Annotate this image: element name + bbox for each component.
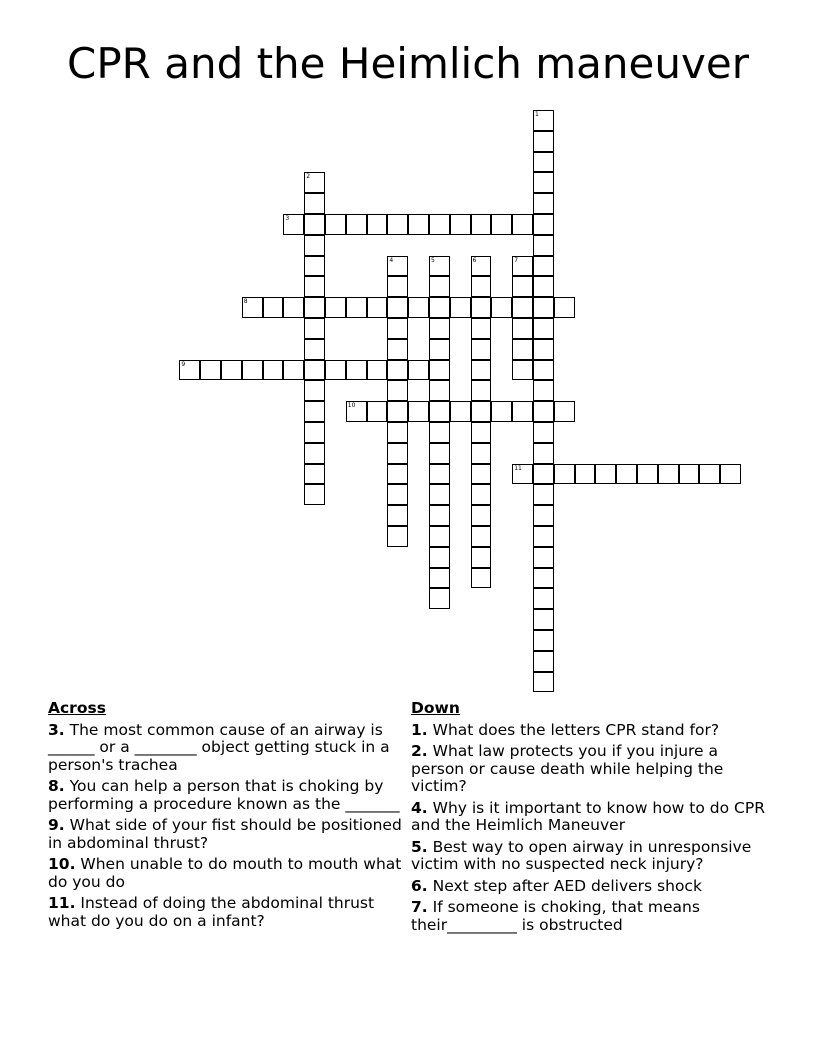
clue-number-label: 1 xyxy=(535,111,539,118)
grid-cell[interactable] xyxy=(408,214,429,235)
grid-cell[interactable] xyxy=(533,235,554,256)
grid-cell[interactable] xyxy=(429,588,450,609)
clue-text: Why is it important to know how to do CPR and the Heimlich Maneuver xyxy=(411,798,765,834)
grid-cell[interactable] xyxy=(533,630,554,651)
grid-cell[interactable] xyxy=(346,214,367,235)
grid-cell[interactable] xyxy=(304,235,325,256)
grid-cell[interactable] xyxy=(471,339,492,360)
grid-cell[interactable] xyxy=(471,276,492,297)
grid-cell[interactable] xyxy=(429,214,450,235)
grid-cell[interactable] xyxy=(387,401,408,422)
grid-cell[interactable] xyxy=(304,464,325,485)
grid-cell[interactable] xyxy=(533,484,554,505)
grid-cell[interactable] xyxy=(533,318,554,339)
grid-cell[interactable] xyxy=(471,547,492,568)
clue-down-2 xyxy=(411,743,771,796)
grid-cell[interactable] xyxy=(512,339,533,360)
grid-cell[interactable] xyxy=(346,297,367,318)
grid-cell[interactable] xyxy=(429,318,450,339)
grid-cell[interactable] xyxy=(429,568,450,589)
grid-cell[interactable] xyxy=(429,256,450,277)
grid-cell[interactable] xyxy=(471,484,492,505)
clue-number-label: 10 xyxy=(347,402,356,410)
clue-down-6 xyxy=(411,878,771,896)
grid-cell[interactable] xyxy=(533,568,554,589)
grid-cell[interactable] xyxy=(533,360,554,381)
grid-cell[interactable] xyxy=(512,256,533,277)
clue-number: 4. xyxy=(411,798,428,817)
grid-cell[interactable] xyxy=(429,339,450,360)
grid-cell[interactable] xyxy=(471,297,492,318)
grid-cell[interactable] xyxy=(346,401,367,422)
grid-cell[interactable] xyxy=(429,547,450,568)
grid-cell[interactable] xyxy=(471,214,492,235)
grid-cell[interactable] xyxy=(720,464,741,485)
grid-cell[interactable] xyxy=(408,401,429,422)
grid-cell[interactable] xyxy=(471,380,492,401)
grid-cell[interactable] xyxy=(616,464,637,485)
grid-cell[interactable] xyxy=(491,214,512,235)
grid-cell[interactable] xyxy=(533,297,554,318)
grid-cell[interactable] xyxy=(471,256,492,277)
grid-cell[interactable] xyxy=(304,360,325,381)
clue-text: When unable to do mouth to mouth what do you do xyxy=(48,855,402,891)
clue-text: If someone is choking, that means their_________ is obstructed xyxy=(411,898,700,934)
grid-cell[interactable] xyxy=(575,464,596,485)
grid-cell[interactable] xyxy=(304,401,325,422)
grid-cell[interactable] xyxy=(304,443,325,464)
grid-cell[interactable] xyxy=(325,214,346,235)
grid-cell[interactable] xyxy=(304,297,325,318)
grid-cell[interactable] xyxy=(533,172,554,193)
clue-down-5 xyxy=(411,839,771,874)
grid-cell[interactable] xyxy=(658,464,679,485)
grid-cell[interactable] xyxy=(387,214,408,235)
grid-cell[interactable] xyxy=(429,505,450,526)
grid-cell[interactable] xyxy=(533,547,554,568)
grid-cell[interactable] xyxy=(429,443,450,464)
grid-cell[interactable] xyxy=(304,214,325,235)
grid-cell[interactable] xyxy=(429,380,450,401)
grid-cell[interactable] xyxy=(408,360,429,381)
clue-number-label: 7 xyxy=(514,256,519,264)
grid-cell[interactable] xyxy=(263,297,284,318)
grid-cell[interactable] xyxy=(533,110,554,131)
grid-cell[interactable] xyxy=(283,214,304,235)
grid-cell[interactable] xyxy=(387,443,408,464)
clue-across-8 xyxy=(48,778,410,813)
grid-cell[interactable] xyxy=(387,464,408,485)
grid-cell[interactable] xyxy=(387,256,408,277)
clue-number-label: 9 xyxy=(181,360,186,368)
clue-number-label: 2 xyxy=(306,173,311,181)
across-heading: Across xyxy=(48,699,106,717)
grid-cell[interactable] xyxy=(699,464,720,485)
grid-cell[interactable] xyxy=(367,297,388,318)
grid-cell[interactable] xyxy=(512,464,533,485)
grid-cell[interactable] xyxy=(679,464,700,485)
clue-down-4 xyxy=(411,800,771,835)
grid-cell[interactable] xyxy=(471,422,492,443)
grid-cell[interactable] xyxy=(471,526,492,547)
grid-cell[interactable] xyxy=(533,588,554,609)
clue-across-10 xyxy=(48,856,410,891)
grid-cell[interactable] xyxy=(512,401,533,422)
grid-cell[interactable] xyxy=(429,422,450,443)
grid-cell[interactable] xyxy=(242,297,263,318)
grid-cell[interactable] xyxy=(429,360,450,381)
grid-cell[interactable] xyxy=(512,214,533,235)
grid-cell[interactable] xyxy=(304,276,325,297)
grid-cell[interactable] xyxy=(512,276,533,297)
grid-cell[interactable] xyxy=(533,505,554,526)
clue-text: What side of your fist should be positioned in abdominal thrust? xyxy=(48,816,402,852)
clue-number-label: 8 xyxy=(243,298,248,306)
grid-cell[interactable] xyxy=(200,360,221,381)
clue-number: 10. xyxy=(48,855,76,873)
down-clues xyxy=(411,700,771,938)
grid-cell[interactable] xyxy=(387,360,408,381)
clue-across-11 xyxy=(48,895,410,930)
grid-cell[interactable] xyxy=(304,193,325,214)
clue-text: Best way to open airway in unresponsive victim with no suspected neck injury? xyxy=(411,837,752,873)
grid-cell[interactable] xyxy=(533,401,554,422)
down-heading: Down xyxy=(411,699,460,717)
clue-number-label: 5 xyxy=(431,256,435,264)
clue-number-label: 6 xyxy=(472,256,477,264)
grid-cell[interactable] xyxy=(533,193,554,214)
grid-cell[interactable] xyxy=(533,256,554,277)
grid-cell[interactable] xyxy=(533,651,554,672)
grid-cell[interactable] xyxy=(471,443,492,464)
clue-number: 2. xyxy=(411,742,428,760)
clue-number: 7. xyxy=(411,898,428,916)
grid-cell[interactable] xyxy=(450,297,471,318)
grid-cell[interactable] xyxy=(242,360,263,381)
grid-cell[interactable] xyxy=(471,568,492,589)
grid-cell[interactable] xyxy=(304,256,325,277)
grid-cell[interactable] xyxy=(387,484,408,505)
grid-cell[interactable] xyxy=(346,360,367,381)
page-title: CPR and the Heimlich maneuver xyxy=(67,39,749,88)
grid-cell[interactable] xyxy=(533,422,554,443)
grid-cell[interactable] xyxy=(554,464,575,485)
grid-cell[interactable] xyxy=(491,401,512,422)
grid-cell[interactable] xyxy=(429,276,450,297)
grid-cell[interactable] xyxy=(512,297,533,318)
grid-cell[interactable] xyxy=(304,318,325,339)
clue-text: You can help a person that is choking by performing a procedure known as the _______ xyxy=(48,777,400,813)
grid-cell[interactable] xyxy=(387,339,408,360)
grid-cell[interactable] xyxy=(263,360,284,381)
clue-number: 1. xyxy=(411,720,428,739)
grid-cell[interactable] xyxy=(533,443,554,464)
clue-text: Instead of doing the abdominal thrust what do you do on a infant? xyxy=(48,894,375,930)
across-clues xyxy=(48,700,410,934)
grid-cell[interactable] xyxy=(554,297,575,318)
grid-cell[interactable] xyxy=(325,360,346,381)
grid-cell[interactable] xyxy=(283,360,304,381)
clue-number: 8. xyxy=(48,777,65,795)
clue-number: 9. xyxy=(48,816,65,834)
clue-down-1 xyxy=(411,722,771,740)
grid-cell[interactable] xyxy=(367,214,388,235)
clue-number-label: 4 xyxy=(389,256,394,264)
grid-cell[interactable] xyxy=(533,339,554,360)
grid-cell[interactable] xyxy=(304,380,325,401)
clue-number: 11. xyxy=(48,894,76,912)
grid-cell[interactable] xyxy=(471,360,492,381)
clue-number-label: 3 xyxy=(285,215,290,222)
grid-cell[interactable] xyxy=(491,297,512,318)
grid-cell[interactable] xyxy=(304,339,325,360)
grid-cell[interactable] xyxy=(533,152,554,173)
grid-cell[interactable] xyxy=(471,464,492,485)
grid-cell[interactable] xyxy=(387,505,408,526)
grid-cell[interactable] xyxy=(387,526,408,547)
grid-cell[interactable] xyxy=(637,464,658,485)
grid-cell[interactable] xyxy=(533,609,554,630)
grid-cell[interactable] xyxy=(429,297,450,318)
grid-cell[interactable] xyxy=(387,422,408,443)
grid-cell[interactable] xyxy=(533,526,554,547)
grid-cell[interactable] xyxy=(283,297,304,318)
grid-cell[interactable] xyxy=(533,131,554,152)
grid-cell[interactable] xyxy=(387,318,408,339)
grid-cell[interactable] xyxy=(387,276,408,297)
grid-cell[interactable] xyxy=(429,526,450,547)
grid-cell[interactable] xyxy=(595,464,616,485)
grid-cell[interactable] xyxy=(429,464,450,485)
grid-cell[interactable] xyxy=(387,380,408,401)
grid-cell[interactable] xyxy=(408,297,429,318)
grid-cell[interactable] xyxy=(367,360,388,381)
grid-cell[interactable] xyxy=(367,401,388,422)
grid-cell[interactable] xyxy=(512,360,533,381)
clue-text: What law protects you if you injure a person or cause death while helping the victim? xyxy=(411,742,724,795)
grid-cell[interactable] xyxy=(325,297,346,318)
grid-cell[interactable] xyxy=(533,672,554,693)
clue-text: The most common cause of an airway is ______ or a ________ object getting stuck in a person's trachea xyxy=(48,720,390,774)
grid-cell[interactable] xyxy=(179,360,200,381)
grid-cell[interactable] xyxy=(221,360,242,381)
grid-cell[interactable] xyxy=(387,297,408,318)
clue-text: What does the letters CPR stand for? xyxy=(432,720,720,739)
grid-cell[interactable] xyxy=(533,214,554,235)
grid-cell[interactable] xyxy=(450,401,471,422)
clue-down-7 xyxy=(411,899,771,934)
grid-cell[interactable] xyxy=(471,401,492,422)
clue-across-9 xyxy=(48,817,410,852)
grid-cell[interactable] xyxy=(304,484,325,505)
clue-text: Next step after AED delivers shock xyxy=(432,876,702,895)
grid-cell[interactable] xyxy=(533,380,554,401)
grid-cell[interactable] xyxy=(304,422,325,443)
grid-cell[interactable] xyxy=(512,318,533,339)
clue-number: 6. xyxy=(411,876,428,895)
clue-number-label: 11 xyxy=(514,464,522,472)
grid-cell[interactable] xyxy=(429,401,450,422)
grid-cell[interactable] xyxy=(450,214,471,235)
clue-across-3 xyxy=(48,722,410,775)
grid-cell[interactable] xyxy=(533,276,554,297)
clue-number: 5. xyxy=(411,837,428,856)
grid-cell[interactable] xyxy=(429,484,450,505)
grid-cell[interactable] xyxy=(304,172,325,193)
grid-cell[interactable] xyxy=(471,505,492,526)
clue-number: 3. xyxy=(48,720,65,739)
grid-cell[interactable] xyxy=(533,464,554,485)
grid-cell[interactable] xyxy=(554,401,575,422)
grid-cell[interactable] xyxy=(471,318,492,339)
